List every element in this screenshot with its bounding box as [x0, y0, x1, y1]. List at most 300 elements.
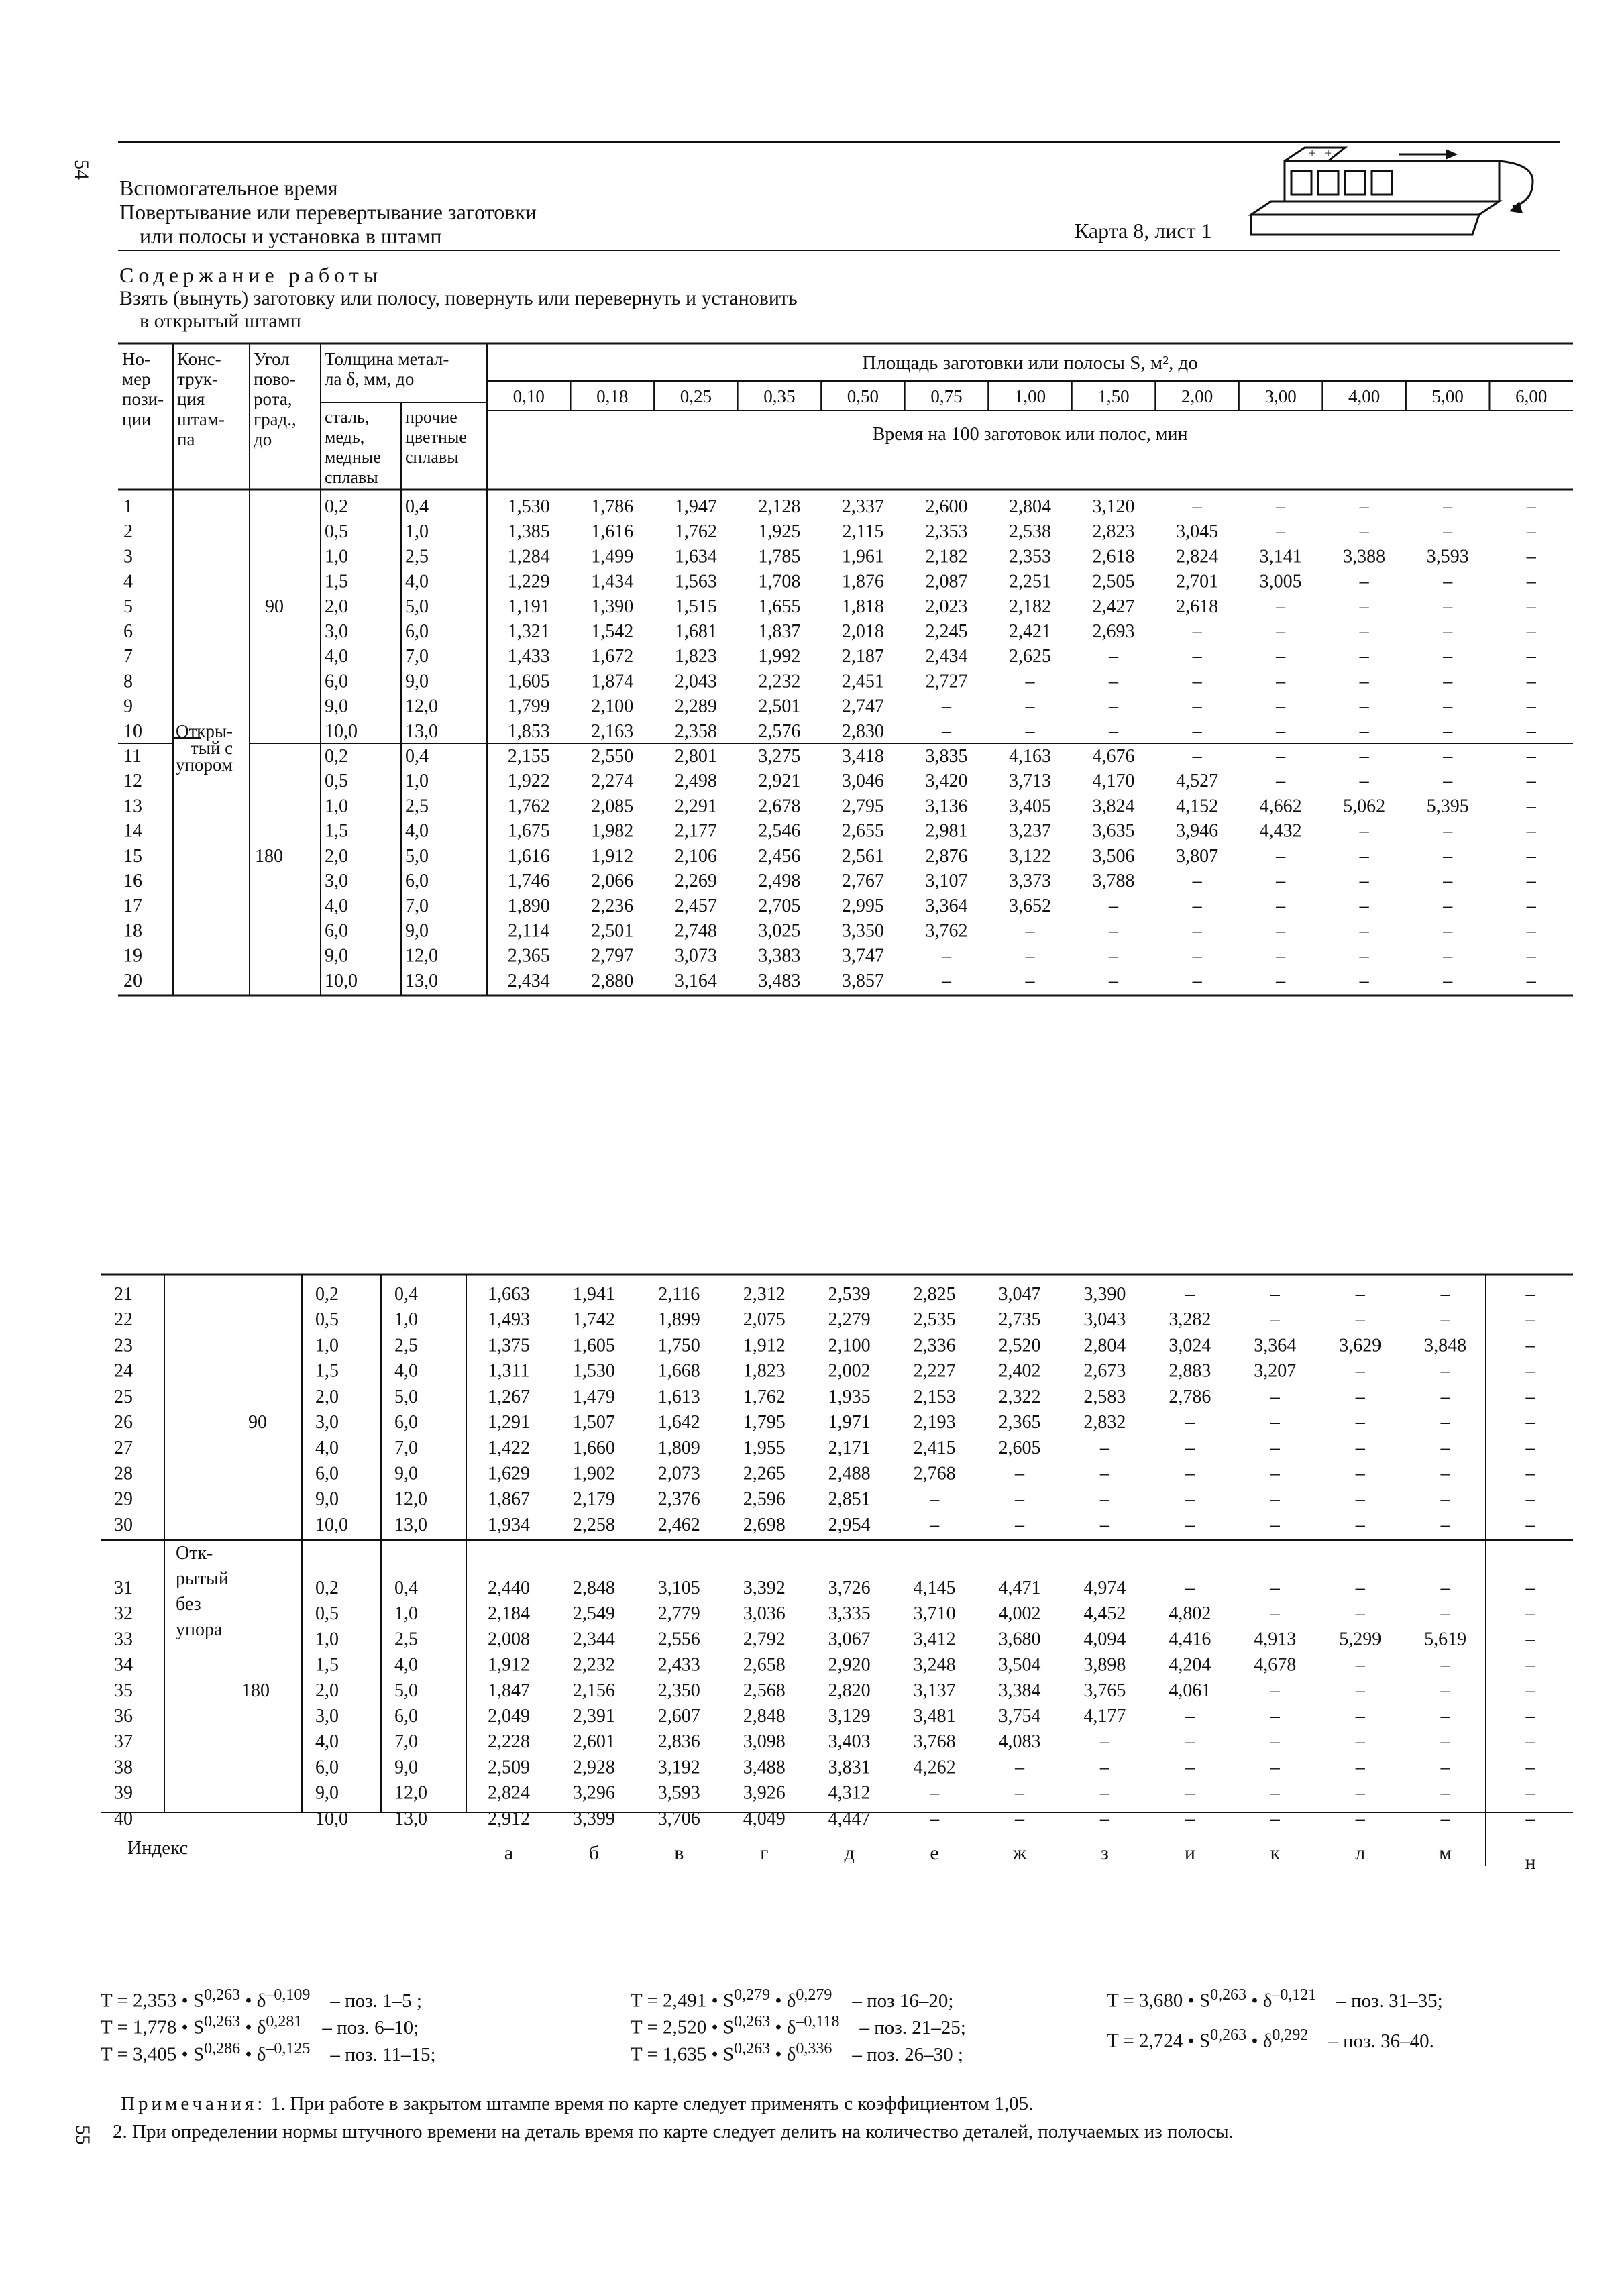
- thickness-steel: 4,0: [315, 1731, 339, 1753]
- time-value: –: [1109, 945, 1119, 967]
- time-value: –: [1270, 1284, 1280, 1305]
- time-value: 2,350: [657, 1680, 700, 1701]
- construction-open-no-stop: рытый: [176, 1568, 229, 1589]
- time-value: 5,299: [1339, 1629, 1382, 1650]
- time-value: 2,274: [591, 771, 634, 792]
- time-value: 3,488: [743, 1757, 786, 1778]
- time-value: –: [1270, 1514, 1280, 1535]
- time-value: 1,530: [572, 1360, 615, 1382]
- area-label: 0,75: [930, 386, 963, 406]
- time-value: –: [1270, 1808, 1280, 1829]
- time-value: –: [1359, 771, 1369, 792]
- time-value: –: [1443, 596, 1453, 617]
- time-value: –: [1525, 1412, 1535, 1433]
- time-value: 2,073: [657, 1463, 700, 1484]
- time-value: –: [1526, 571, 1536, 592]
- time-value: 2,549: [572, 1603, 615, 1625]
- time-value: –: [1025, 696, 1035, 717]
- formula-t: T = 1,778 • S: [101, 2016, 205, 2039]
- thickness-other: 12,0: [405, 945, 438, 967]
- thickness-steel: 1,5: [315, 1360, 339, 1382]
- thickness-steel: 3,0: [325, 621, 348, 642]
- time-value: 3,483: [758, 970, 801, 991]
- row-number: 29: [114, 1488, 133, 1510]
- time-value: 1,902: [572, 1463, 615, 1484]
- time-value: –: [1359, 945, 1369, 967]
- time-value: 3,392: [743, 1578, 786, 1598]
- thickness-other: 13,0: [394, 1514, 427, 1535]
- thickness-other: 5,0: [405, 596, 429, 617]
- time-value: –: [1359, 895, 1369, 917]
- time-value: 3,248: [913, 1654, 956, 1676]
- time-value: 1,191: [507, 596, 550, 617]
- time-value: 2,106: [674, 845, 717, 867]
- thickness-steel: 10,0: [315, 1808, 348, 1829]
- time-value: –: [1359, 621, 1369, 642]
- time-value: –: [1359, 746, 1369, 767]
- time-value: 2,434: [507, 970, 550, 991]
- time-value: –: [1440, 1731, 1450, 1753]
- time-value: –: [1185, 1782, 1195, 1804]
- time-value: 2,279: [828, 1309, 871, 1331]
- time-value: 1,681: [674, 621, 717, 642]
- row-number: 32: [114, 1603, 133, 1625]
- formula-m: • δ: [240, 2043, 266, 2065]
- formula-t: T = 2,353 • S: [101, 1990, 205, 2012]
- time-value: –: [1270, 1603, 1280, 1625]
- area-label: 6,00: [1515, 386, 1548, 406]
- time-value: 2,705: [758, 895, 801, 917]
- time-value: 3,926: [743, 1782, 786, 1804]
- angle-180: 180: [241, 1680, 270, 1701]
- time-value: –: [1443, 696, 1453, 717]
- time-value: –: [1270, 1386, 1280, 1407]
- time-value: 1,785: [758, 546, 801, 567]
- time-value: 1,434: [591, 571, 634, 592]
- time-value: –: [1015, 1514, 1024, 1535]
- time-value: 3,335: [828, 1603, 871, 1625]
- time-value: 2,830: [841, 720, 884, 742]
- time-value: 2,501: [758, 696, 801, 717]
- time-value: 1,823: [674, 646, 717, 667]
- time-value: –: [1359, 845, 1369, 867]
- time-value: –: [1525, 1386, 1535, 1407]
- row-number: 26: [114, 1412, 133, 1433]
- head-position: мер: [122, 369, 151, 389]
- angle-90: 90: [248, 1412, 267, 1433]
- row-number: 21: [114, 1284, 133, 1305]
- time-value: 3,403: [828, 1731, 871, 1753]
- area-label: 3,00: [1264, 386, 1297, 406]
- formulas: [101, 1982, 1576, 2083]
- time-value: –: [1355, 1488, 1365, 1510]
- area-label: 0,18: [596, 386, 629, 406]
- thickness-other: 7,0: [394, 1731, 418, 1753]
- time-value: 3,098: [743, 1731, 786, 1753]
- time-value: –: [1525, 1782, 1535, 1804]
- row-number: 40: [114, 1808, 133, 1829]
- time-value: 1,563: [674, 571, 717, 592]
- formula: [631, 2036, 963, 2067]
- area-label: 0,25: [680, 386, 712, 406]
- time-value: –: [1276, 945, 1286, 967]
- thickness-steel: 10,0: [315, 1514, 348, 1535]
- head-steel: сплавы: [325, 468, 378, 487]
- time-value: 2,618: [1176, 596, 1219, 617]
- row-number: 20: [123, 970, 142, 991]
- area-label: 1,00: [1014, 386, 1046, 406]
- time-value: 1,616: [507, 845, 550, 867]
- time-value: –: [1359, 871, 1369, 891]
- index-letter: и: [1184, 1842, 1195, 1864]
- time-value: 1,874: [591, 671, 634, 692]
- time-value: 4,678: [1254, 1654, 1297, 1676]
- time-value: –: [1270, 1488, 1280, 1510]
- thickness-steel: 4,0: [325, 895, 348, 917]
- time-value: –: [1525, 1578, 1535, 1598]
- time-value: 1,912: [487, 1654, 530, 1676]
- head-steel: сталь,: [325, 407, 370, 427]
- time-value: 3,824: [1092, 796, 1135, 817]
- time-value: 3,898: [1083, 1654, 1126, 1676]
- time-value: –: [1192, 496, 1202, 517]
- thickness-other: 2,5: [394, 1335, 418, 1356]
- time-value: –: [1355, 1757, 1365, 1778]
- header-line-3: или полосы и установка в штамп: [140, 224, 442, 248]
- formula-e2: –0,125: [266, 2040, 311, 2057]
- time-value: 1,507: [572, 1412, 615, 1433]
- time-value: 2,451: [841, 671, 884, 692]
- thickness-steel: 0,5: [325, 771, 348, 792]
- formula-p: – поз. 31–35;: [1336, 1990, 1443, 2012]
- construction-open-no-stop: Отк-: [176, 1543, 213, 1564]
- time-value: 2,114: [508, 920, 550, 942]
- time-value: –: [1526, 895, 1536, 917]
- row-number: 35: [114, 1680, 133, 1701]
- thickness-other: 1,0: [405, 521, 429, 543]
- thickness-other: 4,0: [394, 1654, 418, 1676]
- time-value: 3,350: [841, 920, 884, 942]
- time-value: –: [1192, 895, 1202, 917]
- time-value: 1,663: [487, 1284, 530, 1305]
- time-value: 3,504: [998, 1654, 1041, 1676]
- time-value: 2,505: [1092, 571, 1135, 592]
- time-value: –: [1440, 1284, 1450, 1305]
- time-value: –: [1276, 720, 1286, 742]
- time-value: 1,867: [487, 1488, 530, 1510]
- time-value: 2,462: [657, 1514, 700, 1535]
- time-value: 2,820: [828, 1680, 871, 1701]
- time-value: –: [1270, 1782, 1280, 1804]
- angle-180: 180: [255, 845, 283, 867]
- time-value: 3,762: [925, 920, 968, 942]
- head-thickness: ла δ, мм, до: [325, 369, 415, 389]
- time-value: –: [1099, 1808, 1109, 1829]
- row-number: 33: [114, 1629, 133, 1650]
- thickness-steel: 1,0: [325, 546, 348, 567]
- time-value: –: [1440, 1578, 1450, 1598]
- time-value: 4,974: [1083, 1578, 1126, 1598]
- time-value: 2,075: [743, 1309, 786, 1331]
- time-value: –: [1443, 646, 1453, 667]
- time-value: –: [1109, 970, 1119, 991]
- formula-m: • δ: [770, 2043, 796, 2065]
- time-value: –: [1270, 1706, 1280, 1727]
- thickness-other: 7,0: [405, 646, 429, 667]
- time-value: 2,954: [828, 1514, 871, 1535]
- area-label: 5,00: [1431, 386, 1464, 406]
- time-value: 1,941: [572, 1284, 615, 1305]
- time-value: 2,376: [657, 1488, 700, 1510]
- time-value: 3,296: [572, 1782, 615, 1804]
- formula-t: T = 2,520 • S: [631, 2016, 735, 2039]
- time-value: –: [1526, 696, 1536, 717]
- time-value: 1,786: [591, 496, 634, 517]
- time-value: 2,171: [828, 1437, 871, 1459]
- time-value: 2,748: [674, 920, 717, 942]
- time-value: –: [1025, 671, 1035, 692]
- area-label: 0,10: [512, 386, 545, 406]
- time-value: 2,115: [842, 521, 884, 543]
- row-number: 7: [123, 646, 133, 667]
- time-value: 2,232: [758, 671, 801, 692]
- time-value: 2,824: [487, 1782, 530, 1804]
- thickness-steel: 9,0: [325, 945, 348, 967]
- time-value: 2,236: [591, 895, 634, 917]
- time-value: 1,899: [657, 1309, 700, 1331]
- time-value: 1,823: [743, 1360, 786, 1382]
- time-value: –: [1525, 1360, 1535, 1382]
- time-value: 3,237: [1009, 820, 1051, 842]
- time-value: 4,061: [1169, 1680, 1211, 1701]
- time-value: 2,085: [591, 796, 634, 817]
- time-value: –: [1185, 1412, 1195, 1433]
- time-value: 2,535: [913, 1309, 956, 1331]
- time-value: 2,509: [487, 1757, 530, 1778]
- time-value: –: [1443, 845, 1453, 867]
- time-value: 2,023: [925, 596, 968, 617]
- formula-e1: 0,263: [734, 2040, 771, 2057]
- time-value: –: [1359, 496, 1369, 517]
- formula-e2: –0,121: [1272, 1986, 1317, 2004]
- thickness-other: 0,4: [394, 1284, 418, 1305]
- time-value: 2,928: [572, 1757, 615, 1778]
- row-number: 6: [123, 621, 133, 642]
- thickness-steel: 10,0: [325, 720, 358, 742]
- thickness-other: 1,0: [394, 1309, 418, 1331]
- time-value: 2,153: [913, 1386, 956, 1407]
- head-construction: штам-: [177, 409, 225, 429]
- time-value: 4,802: [1169, 1603, 1211, 1625]
- time-value: 2,792: [743, 1629, 786, 1650]
- time-value: 3,857: [841, 970, 884, 991]
- thickness-other: 9,0: [394, 1757, 418, 1778]
- time-value: –: [1440, 1706, 1450, 1727]
- time-value: –: [1270, 1680, 1280, 1701]
- formula-e1: 0,263: [204, 2013, 241, 2030]
- time-value: 2,227: [913, 1360, 956, 1382]
- time-value: –: [1526, 746, 1536, 767]
- time-value: 2,245: [925, 621, 968, 642]
- time-value: 1,675: [507, 820, 550, 842]
- time-value: –: [1192, 720, 1202, 742]
- thickness-other: 13,0: [394, 1808, 427, 1829]
- time-value: 2,498: [674, 771, 717, 792]
- time-value: –: [1525, 1808, 1535, 1829]
- svg-text:+: +: [1325, 146, 1332, 160]
- time-value: 4,170: [1092, 771, 1135, 792]
- time-value: 2,655: [841, 820, 884, 842]
- formula-m: • δ: [770, 1990, 796, 2012]
- time-value: 2,836: [657, 1731, 700, 1753]
- row-number: 16: [123, 871, 142, 891]
- time-value: 2,556: [657, 1629, 700, 1650]
- head-area: Площадь заготовки или полосы S, м², до: [862, 352, 1198, 374]
- time-value: 1,629: [487, 1463, 530, 1484]
- time-value: –: [1440, 1463, 1450, 1484]
- time-value: 3,107: [925, 871, 968, 891]
- time-value: 1,762: [507, 796, 550, 817]
- time-value: 1,837: [758, 621, 801, 642]
- formula: [101, 2036, 436, 2067]
- formula-e2: –0,109: [266, 1986, 311, 2004]
- time-value: –: [1443, 720, 1453, 742]
- time-value: –: [1276, 970, 1286, 991]
- time-value: 3,364: [925, 895, 968, 917]
- time-value: 2,353: [1009, 546, 1051, 567]
- head-position: ции: [122, 409, 152, 429]
- time-value: –: [1440, 1654, 1450, 1676]
- formula-e2: –0,118: [796, 2013, 840, 2030]
- time-value: 1,799: [507, 696, 550, 717]
- time-value: 1,479: [572, 1386, 615, 1407]
- note-1-text: 1. При работе в закрытом штампе время по карте следует применять с коэффициентом 1,05.: [270, 2093, 1034, 2114]
- time-value: –: [1099, 1782, 1109, 1804]
- time-value: –: [1270, 1309, 1280, 1331]
- row-number: 22: [114, 1309, 133, 1331]
- time-value: –: [1443, 895, 1453, 917]
- thickness-other: 7,0: [405, 895, 429, 917]
- time-value: –: [1440, 1603, 1450, 1625]
- time-value: 3,629: [1339, 1335, 1382, 1356]
- time-value: 1,433: [507, 646, 550, 667]
- time-value: –: [1185, 1808, 1195, 1829]
- time-value: 2,795: [841, 796, 884, 817]
- thickness-other: 9,0: [405, 920, 429, 942]
- formula-p: – поз. 21–25;: [859, 2016, 966, 2039]
- formula-e1: 0,263: [1210, 2026, 1247, 2044]
- time-value: –: [1440, 1808, 1450, 1829]
- time-value: –: [1355, 1603, 1365, 1625]
- time-value: 2,735: [998, 1309, 1041, 1331]
- time-value: 3,788: [1092, 871, 1135, 891]
- formula-m: • δ: [240, 2016, 266, 2039]
- time-value: 2,440: [487, 1578, 530, 1598]
- time-value: –: [1525, 1680, 1535, 1701]
- time-value: –: [1185, 1488, 1195, 1510]
- time-value: –: [1443, 521, 1453, 543]
- head-steel: медные: [325, 447, 381, 467]
- time-value: –: [1276, 671, 1286, 692]
- time-value: 2,804: [1009, 496, 1051, 517]
- time-value: 3,105: [657, 1578, 700, 1598]
- time-value: 2,365: [998, 1412, 1041, 1433]
- time-value: 3,506: [1092, 845, 1135, 867]
- time-value: 4,447: [828, 1808, 871, 1829]
- thickness-steel: 4,0: [325, 646, 348, 667]
- time-value: –: [1526, 521, 1536, 543]
- time-value: –: [1443, 771, 1453, 792]
- formula-e1: 0,263: [734, 2013, 771, 2030]
- time-value: 2,193: [913, 1412, 956, 1433]
- thickness-other: 4,0: [394, 1360, 418, 1382]
- head-other-alloys: прочие: [405, 407, 457, 427]
- time-value: –: [1525, 1706, 1535, 1727]
- time-value: 2,546: [758, 820, 801, 842]
- time-value: –: [1276, 845, 1286, 867]
- time-value: 2,049: [487, 1706, 530, 1727]
- time-value: –: [1109, 671, 1119, 692]
- time-value: –: [1025, 720, 1035, 742]
- time-value: –: [1443, 820, 1453, 842]
- thickness-steel: 1,5: [325, 820, 348, 842]
- time-value: 1,762: [743, 1386, 786, 1407]
- time-value: –: [1192, 646, 1202, 667]
- time-value: 4,163: [1009, 746, 1051, 767]
- time-value: –: [1440, 1360, 1450, 1382]
- time-value: –: [1525, 1603, 1535, 1625]
- formula-e1: 0,263: [204, 1986, 241, 2004]
- time-value: 1,642: [657, 1412, 700, 1433]
- time-value: –: [1276, 871, 1286, 891]
- formula-m: • δ: [1246, 1990, 1273, 2012]
- time-value: 2,561: [841, 845, 884, 867]
- time-value: 1,672: [591, 646, 634, 667]
- time-value: 2,625: [1009, 646, 1051, 667]
- time-value: 4,416: [1169, 1629, 1211, 1650]
- index-letter: з: [1100, 1842, 1109, 1864]
- time-value: –: [1355, 1706, 1365, 1727]
- time-value: 2,427: [1092, 596, 1135, 617]
- time-value: –: [941, 696, 951, 717]
- time-value: 3,710: [913, 1603, 956, 1625]
- row-number: 9: [123, 696, 133, 717]
- time-value: 2,187: [841, 646, 884, 667]
- thickness-steel: 9,0: [325, 696, 348, 717]
- time-value: 4,204: [1169, 1654, 1211, 1676]
- time-value: 2,402: [998, 1360, 1041, 1382]
- thickness-steel: 4,0: [315, 1437, 339, 1459]
- time-value: 1,876: [841, 571, 884, 592]
- header-line-1: Вспомогательное время: [119, 176, 338, 200]
- time-value: 3,046: [841, 771, 884, 792]
- time-value: 2,995: [841, 895, 884, 917]
- time-value: 1,267: [487, 1386, 530, 1407]
- time-value: 3,390: [1083, 1284, 1126, 1305]
- time-value: 4,913: [1254, 1629, 1297, 1650]
- time-value: –: [1359, 820, 1369, 842]
- time-value: –: [1355, 1412, 1365, 1433]
- thickness-steel: 1,0: [315, 1335, 339, 1356]
- time-value: 2,912: [487, 1808, 530, 1829]
- thickness-other: 5,0: [405, 845, 429, 867]
- time-value: 3,807: [1176, 845, 1219, 867]
- time-value: –: [1525, 1629, 1535, 1650]
- time-value: –: [1185, 1731, 1195, 1753]
- formula-e2: 0,281: [266, 2013, 303, 2030]
- time-value: 2,456: [758, 845, 801, 867]
- time-value: 3,706: [657, 1808, 700, 1829]
